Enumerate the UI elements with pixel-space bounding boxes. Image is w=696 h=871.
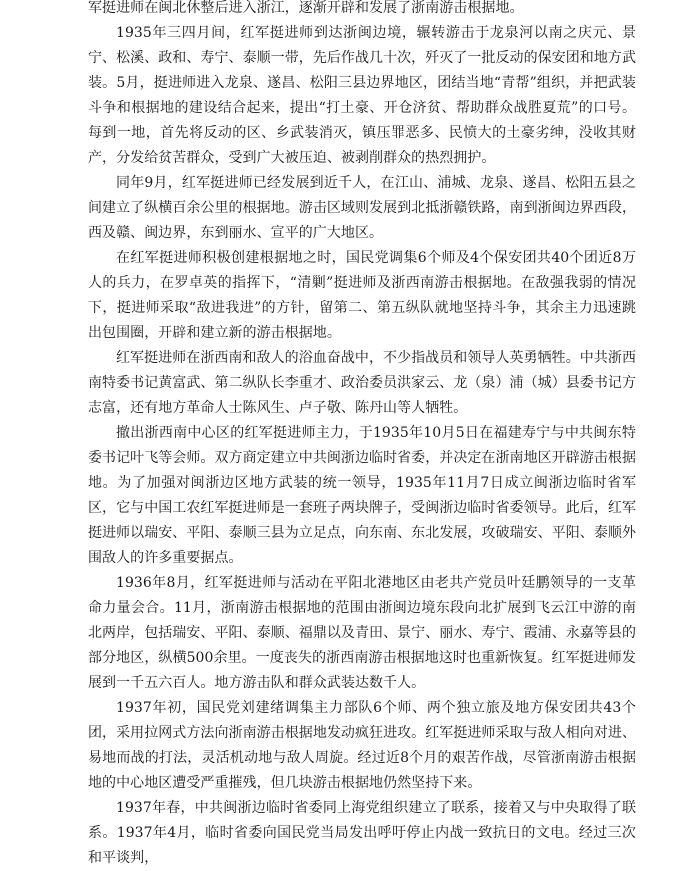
paragraph-1: 军挺进师在闽北休整后进入浙江，逐渐开辟和发展了浙南游击根据地。 bbox=[88, 0, 524, 16]
paragraph-3: 同年9月，红军挺进师已经发展到近千人，在江山、浦城、龙泉、遂昌、松阳五县之间建立了纵横百余公里的根据地。游击区域则发展到北抵浙赣铁路，南到浙闽边界西段，西及赣、闽边界，东到丽水、宣平的广大地区。 bbox=[88, 175, 636, 241]
paragraph-2: 1935年三四月间，红军挺进师到达浙闽边境，辗转游击于龙泉河以南之庆元、景宁、松溪、政和、寿宁、泰顺一带，先后作战几十次，歼灭了一批反动的保安团和地方武装。5月，挺进师进入龙泉、遂昌、松阳三县边界地区，团结当地“青帮”组织，并把武装斗争和根据地的建设结合起来，提出“打土豪、开仓济贫、帮助群众战胜夏荒”的口号。每到一地，首先将反动的区、乡武装消灭，镇压罪恶多、民愤大的土豪劣绅，没收其财产，分发给贫苦群众，受到广大被压迫、被剥削群众的热烈拥护。 bbox=[88, 25, 636, 166]
paragraph-9: 1937年春，中共闽浙边临时省委同上海党组织建立了联系，接着又与中央取得了联系。1937年4月，临时省委向国民党当局发出呼吁停止内战一致抗日的文电。经过三次和平谈判， bbox=[88, 800, 636, 866]
paragraph-7: 1936年8月，红军挺进师与活动在平阳北港地区由老共产党员叶廷鹏领导的一支革命力量会合。11月，浙南游击根据地的范围由浙闽边境东段向北扩展到飞云江中游的南北两岸，包括瑞安、平阳、泰顺、福鼎以及青田、景宁、丽水、寿宁、霞浦、永嘉等县的部分地区，纵横500余里。一度丧失的浙西南游击根据地这时也重新恢复。红军挺进师发展到一千五六百人。地方游击队和群众武装达数千人。 bbox=[88, 575, 636, 691]
paragraph-4: 在红军挺进师积极创建根据地之时，国民党调集6个师及4个保安团共40个团近8万人的兵力，在罗卓英的指挥下，“清剿”挺进师及浙西南游击根据地。在敌强我弱的情况下，挺进师采取“敌进我进”的方针，留第二、第五纵队就地坚持斗争，其余主力迅速跳出包围圈，开辟和建立新的游击根据地。 bbox=[88, 250, 636, 341]
paragraph-8: 1937年初，国民党刘建绪调集主力部队6个师、两个独立旅及地方保安团共43个团，采用拉网式方法向浙南游击根据地发动疯狂进攻。红军挺进师采取与敌人相向对进、易地而战的打法，灵活机动地与敌人周旋。经过近8个月的艰苦作战，尽管浙南游击根据地的中心地区遭受严重摧残，但几块游击根据地仍然坚持下来。 bbox=[88, 700, 636, 791]
paragraph-5: 红军挺进师在浙西南和敌人的浴血奋战中，不少指战员和领导人英勇牺牲。中共浙西南特委书记黄富武、第二纵队长李重才、政治委员洪家云、龙（泉）浦（城）县委书记方志富，还有地方革命人士陈风生、卢子敬、陈丹山等人牺牲。 bbox=[88, 350, 636, 416]
document-page bbox=[88, 0, 636, 871]
paragraph-6: 撤出浙西南中心区的红军挺进师主力，于1935年10月5日在福建寿宁与中共闽东特委书记叶飞等会师。双方商定建立中共闽浙边临时省委，并决定在浙南地区开辟游击根据地。为了加强对闽浙边区地方武装的统一领导，1935年11月7日成立闽浙边临时省军区，它与中国工农红军挺进师是一套班子两块牌子，受闽浙边临时省委领导。此后，红军挺进师以瑞安、平阳、泰顺三县为立足点，向东南、东北发展，攻破瑞安、平阳、泰顺外围敌人的许多重要据点。 bbox=[88, 425, 636, 566]
